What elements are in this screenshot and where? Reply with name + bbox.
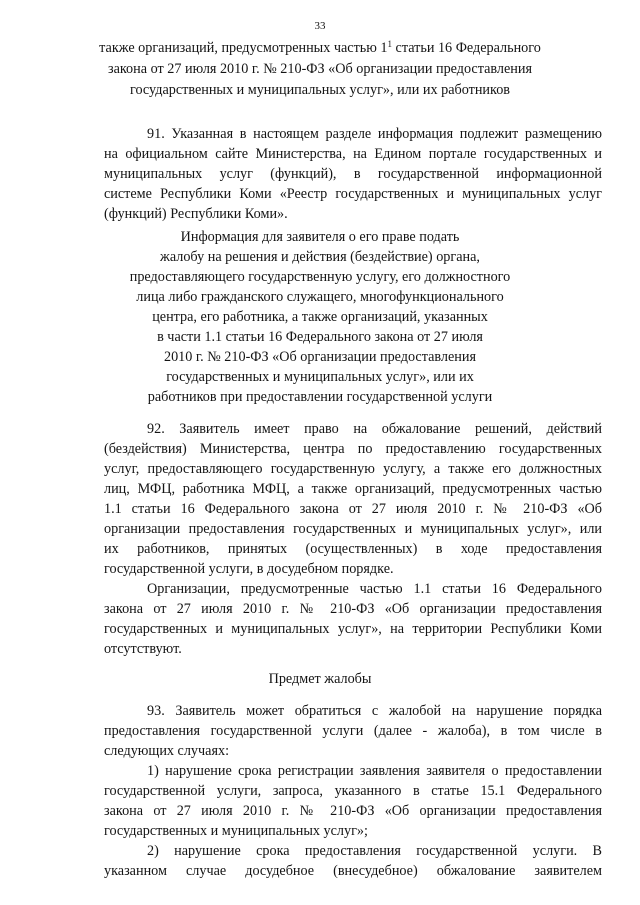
heading-line: центра, его работника, а также организаций, указанных: [152, 309, 488, 325]
footnote-superscript: 1: [387, 39, 392, 49]
heading-line: 2010 г. № 210-ФЗ «Об организации предоставления: [163, 349, 477, 365]
heading-line: предоставляющего государственную услугу, его должностного: [129, 269, 511, 285]
paragraph-line: 2) нарушение срока предоставления государственной услуги. В: [147, 843, 602, 859]
paragraph-line: 93. Заявитель может обратиться с жалобой на нарушение порядка: [147, 703, 602, 719]
paragraph-line: 1) нарушение срока регистрации заявления заявителя о предоставлении: [147, 763, 602, 779]
paragraph-line: государственной услуги, в досудебном порядке.: [104, 561, 394, 577]
paragraph-line: государственной услуги, запроса, указанного в статье 15.1 Федерального: [104, 783, 602, 799]
paragraph-line: их работников, принятых (осуществленных) в ходе предоставления: [104, 541, 602, 557]
paragraph-line: Организации, предусмотренные частью 1.1 статьи 16 Федерального: [147, 581, 602, 597]
heading-line: в части 1.1 статьи 16 Федерального закона от 27 июля: [157, 329, 483, 345]
heading-line: государственных и муниципальных услуг», или их: [166, 369, 474, 385]
section-heading-complaint-subject: Предмет жалобы: [268, 671, 372, 687]
paragraph-line: услуг, предоставляющего государственную услугу, а также его должностных: [104, 461, 602, 477]
paragraph-line: 91. Указанная в настоящем разделе информация подлежит размещению: [147, 126, 602, 142]
paragraph-line: 92. Заявитель имеет право на обжалование решений, действий: [147, 421, 602, 437]
paragraph-line: (функций) Республики Коми».: [104, 206, 288, 222]
intro-line-3: государственных и муниципальных услуг», или их работников: [130, 82, 510, 98]
paragraph-line: государственных и муниципальных услуг», на территории Республики Коми: [104, 621, 602, 637]
heading-line: лица либо гражданского служащего, многофункционального: [136, 289, 504, 305]
paragraph-line: системе Республики Коми «Реестр государственных и муниципальных услуг: [104, 186, 602, 202]
paragraph-line: следующих случаях:: [104, 743, 230, 759]
paragraph-line: отсутствуют.: [104, 641, 182, 657]
paragraph-line: (бездействия) Министерства, центра по предоставлению государственных: [104, 441, 602, 457]
paragraph-line: закона от 27 июля 2010 г. № 210-ФЗ «Об организации предоставления: [104, 803, 602, 819]
heading-line: работников при предоставлении государственной услуги: [147, 389, 493, 405]
intro-line-1: [0, 39, 640, 58]
heading-line: жалобу на решения и действия (бездействие) органа,: [160, 249, 480, 265]
paragraph-line: лиц, МФЦ, работника МФЦ, а также организаций, предусмотренных частью: [104, 481, 602, 497]
paragraph-line: предоставления государственной услуги (далее - жалоба), в том числе в: [104, 723, 602, 739]
intro-line-1-text-end: статьи 16 Федерального: [392, 40, 541, 56]
paragraph-line: муниципальных услуг (функций), в государственной информационной: [104, 166, 602, 182]
paragraph-line: на официальном сайте Министерства, на Едином портале государственных и: [104, 146, 602, 162]
page-number: 33: [314, 20, 326, 32]
paragraph-line: организации предоставления государственных и муниципальных услуг», или: [104, 521, 602, 537]
paragraph-line: закона от 27 июля 2010 г. № 210-ФЗ «Об организации предоставления: [104, 601, 602, 617]
paragraph-line: государственных и муниципальных услуг»;: [104, 823, 368, 839]
heading-line: Информация для заявителя о его праве подать: [180, 229, 460, 245]
paragraph-line: указанном случае досудебное (внесудебное) обжалование заявителем: [104, 863, 602, 879]
intro-line-1-text: также организаций, предусмотренных частью 1: [99, 40, 388, 56]
paragraph-line: 1.1 статьи 16 Федерального закона от 27 июля 2010 г. № 210-ФЗ «Об: [104, 501, 602, 517]
intro-line-2: закона от 27 июля 2010 г. № 210-ФЗ «Об организации предоставления: [107, 61, 532, 77]
